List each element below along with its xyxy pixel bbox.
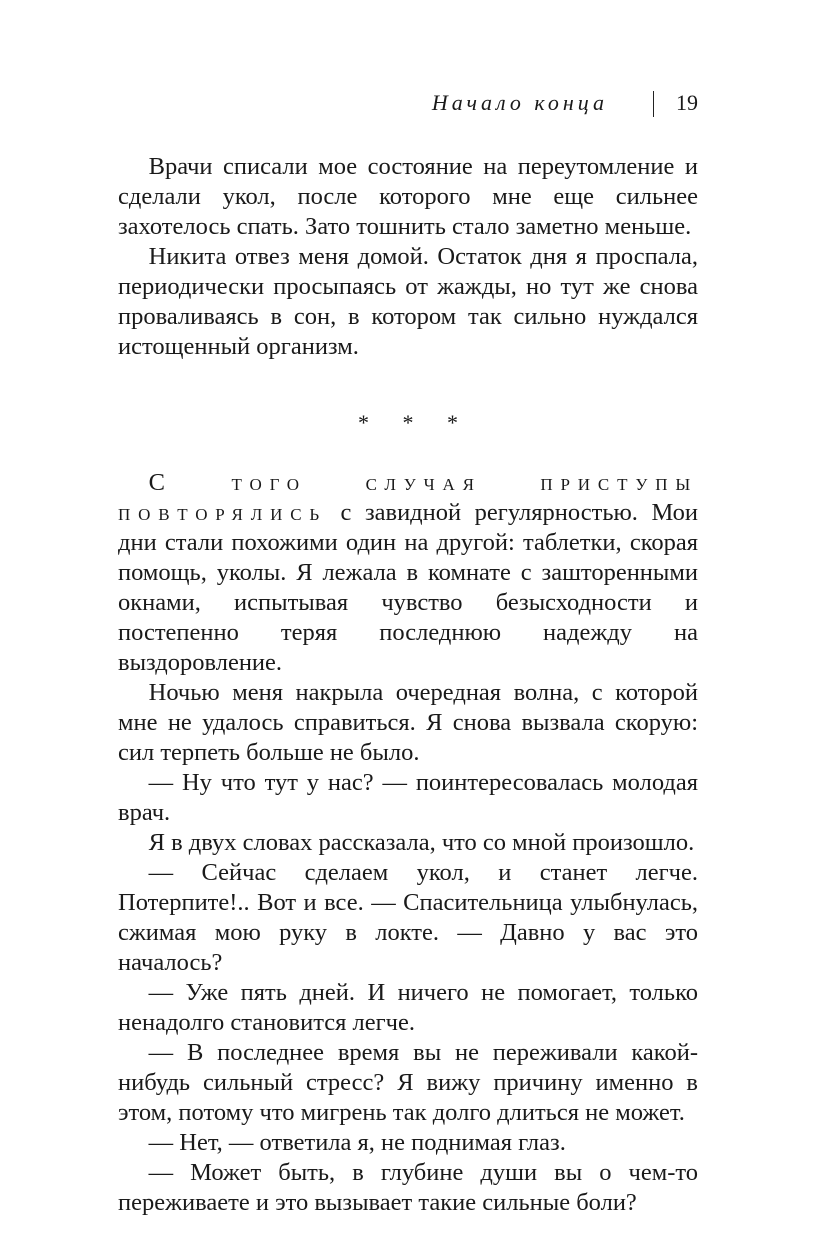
paragraph: Врачи списали мое состояние на переутомление и сделали укол, после которого мне еще сильнее захотелось спать. Зато тошнить стало заметно меньше. xyxy=(118,153,698,240)
dialogue-line: — В последнее время вы не переживали какой-нибудь сильный стресс? Я вижу причину именно в этом, потому что мигрень так долго длиться не может. xyxy=(118,1039,698,1126)
paragraph: Никита отвез меня домой. Остаток дня я проспала, периодически просыпаясь от жажды, но тут же снова проваливаясь в сон, в котором так сильно нуждался истощенный организм. xyxy=(118,243,698,360)
opening-paragraph-rest: с завидной регулярностью. Мои дни стали похожими один на другой: таблетки, скорая помощь, уколы. Я лежала в комнате с зашторенными окнами, испытывая чувство безысходности и постепенно теряя последнюю надежду на выздоровление. xyxy=(118,499,698,676)
paragraph: Я в двух словах рассказала, что со мной произошло. xyxy=(148,829,695,856)
body-text xyxy=(118,152,698,1218)
dialogue-line: — Ну что тут у нас? — поинтересовалась молодая врач. xyxy=(118,769,698,826)
running-title: Начало конца xyxy=(431,90,608,115)
section-break: * * * xyxy=(358,410,472,435)
header-divider xyxy=(653,91,655,117)
dialogue-line: — Нет, — ответила я, не поднимая глаз. xyxy=(148,1129,566,1156)
dialogue-line: — Сейчас сделаем укол, и станет легче. Потерпите!.. Вот и все. — Спасительница улыбнулась, сжимая мою руку в локте. — Давно у вас это началось? xyxy=(118,859,698,976)
spaced-opening-words: С того случая приступы повторялись xyxy=(118,469,698,526)
page-number: 19 xyxy=(676,90,698,115)
opening-paragraph xyxy=(118,468,698,678)
dialogue-line: — Уже пять дней. И ничего не помогает, только ненадолго становится легче. xyxy=(118,979,698,1036)
dialogue-line: — Может быть, в глубине души вы о чем-то переживаете и это вызывает такие сильные боли? xyxy=(118,1159,698,1216)
running-header xyxy=(0,88,698,118)
paragraph: Ночью меня накрыла очередная волна, с которой мне не удалось справиться. Я снова вызвала скорую: сил терпеть больше не было. xyxy=(118,679,698,766)
